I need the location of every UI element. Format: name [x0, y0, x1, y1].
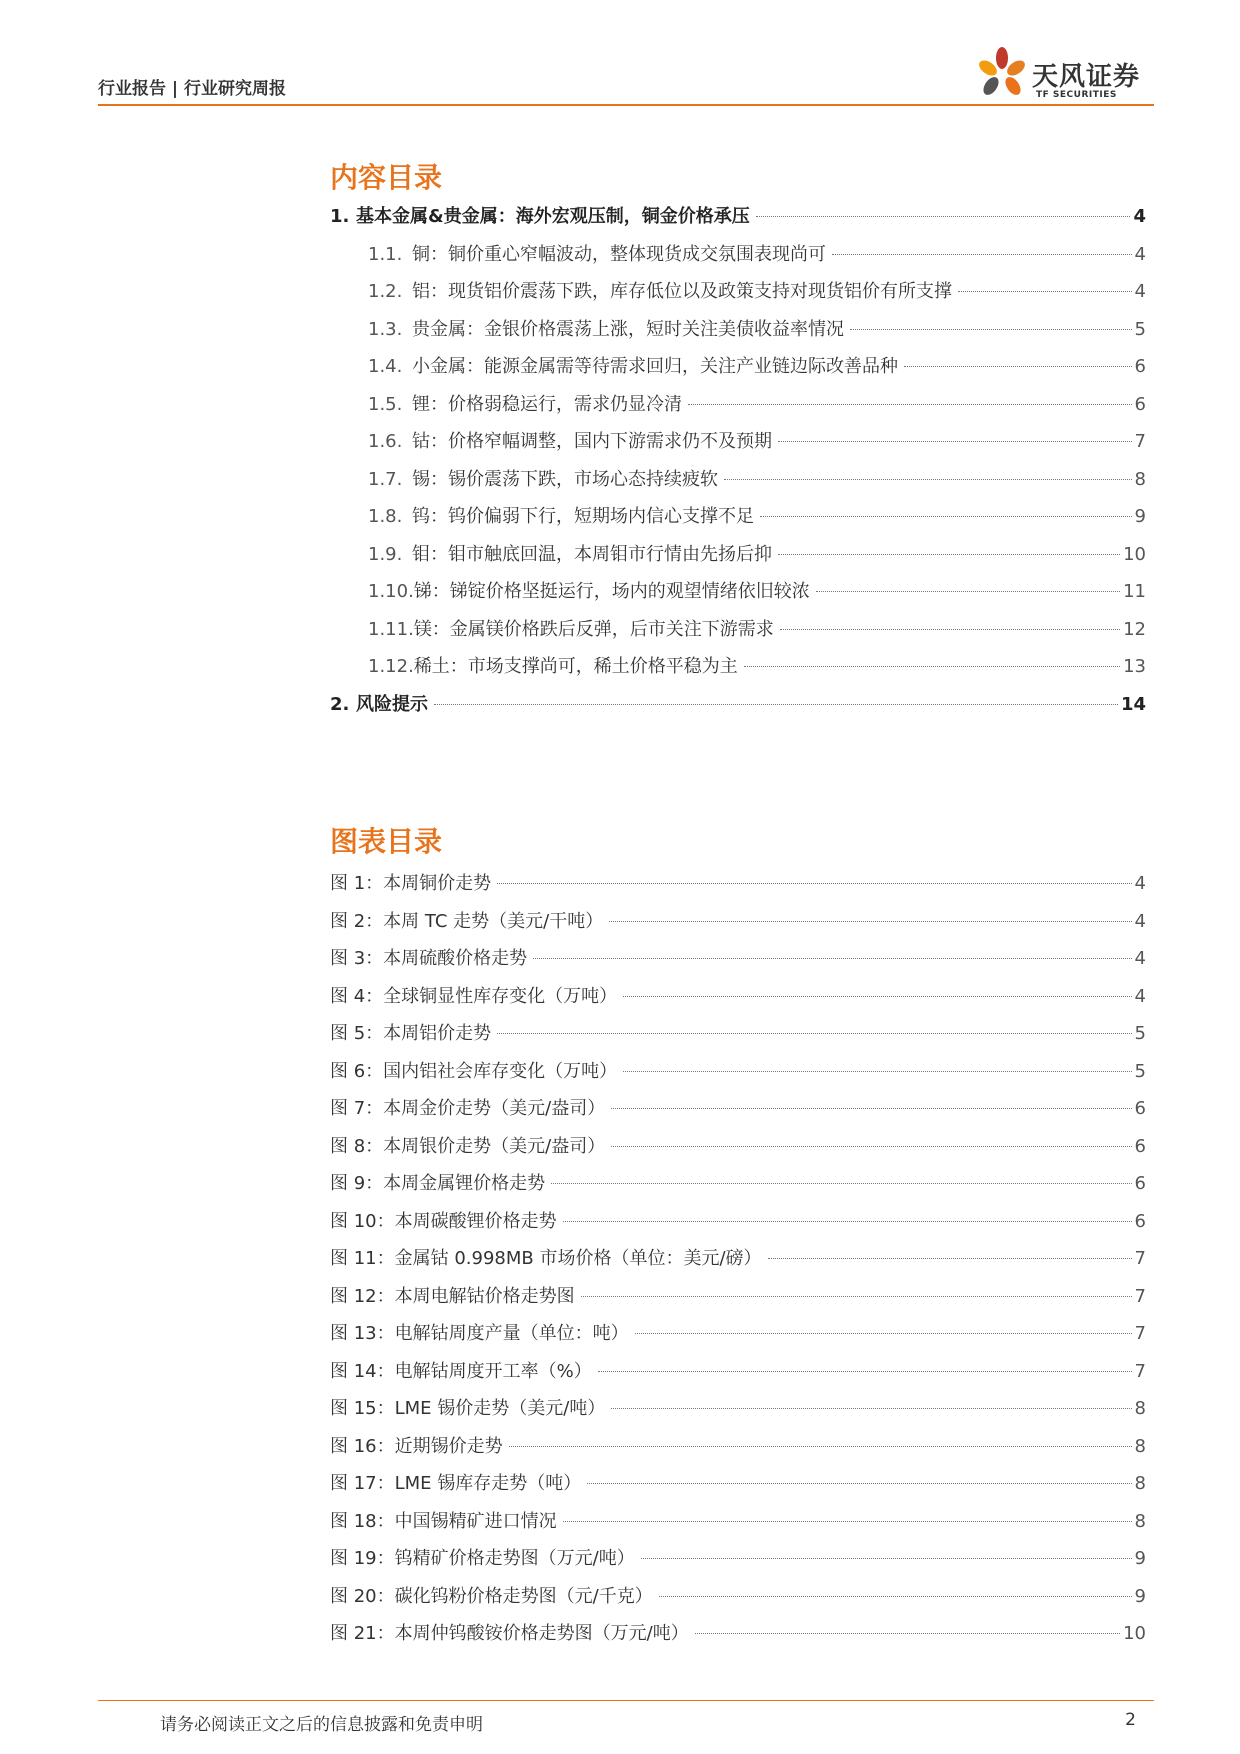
toc-entry-page: 12	[1123, 618, 1146, 640]
toc-entry-number: 1.10.	[368, 581, 414, 602]
figure-entry[interactable]	[330, 865, 1146, 903]
figure-entry-title: 图 5：本周铝价走势	[330, 1023, 492, 1044]
toc-entry-number: 1.8.	[368, 506, 403, 527]
toc-entry-title: 镁：金属镁价格跌后反弹，后市关注下游需求	[413, 618, 774, 640]
figures-title: 图表目录	[330, 825, 443, 858]
toc-entry[interactable]	[330, 498, 1146, 536]
dot-leader	[623, 1071, 1131, 1072]
toc-entry-number: 1.4.	[368, 356, 403, 377]
figure-entry[interactable]	[330, 1240, 1146, 1278]
figure-entry-page: 7	[1134, 1248, 1146, 1269]
dot-leader	[688, 404, 1132, 405]
dot-leader	[816, 591, 1120, 592]
dot-leader	[611, 1146, 1131, 1147]
dot-leader	[609, 921, 1131, 922]
toc-entry-title: 风险提示	[356, 693, 428, 715]
dot-leader	[780, 629, 1120, 630]
footer-divider	[98, 1700, 1154, 1701]
logo-english-name: TF SECURITIES	[1036, 90, 1117, 100]
figure-entry-page: 4	[1134, 948, 1146, 969]
dot-leader	[724, 479, 1132, 480]
toc-entry-page: 7	[1134, 431, 1146, 452]
dot-leader	[850, 329, 1132, 330]
figure-entry-title: 图 18：中国锡精矿进口情况	[330, 1510, 557, 1532]
dot-leader	[497, 1033, 1131, 1034]
toc-entry[interactable]	[330, 423, 1146, 461]
dot-leader	[434, 704, 1118, 705]
toc-entry-page: 8	[1134, 468, 1146, 490]
toc-entry-title: 铜：铜价重心窄幅波动，整体现货成交氛围表现尚可	[412, 243, 826, 265]
figure-entry[interactable]	[330, 1578, 1146, 1616]
toc-entry-number: 1.6.	[368, 431, 403, 452]
figure-entry-page: 6	[1134, 1098, 1146, 1119]
figure-entry-title: 图 15：LME 锡价走势（美元/吨）	[330, 1398, 606, 1419]
dot-leader	[744, 666, 1120, 667]
toc-entry-page: 10	[1123, 543, 1146, 565]
figure-entry-page: 6	[1134, 1173, 1146, 1194]
figure-entry-title: 图 12：本周电解钴价格走势图	[330, 1285, 575, 1307]
figure-entry[interactable]	[330, 1278, 1146, 1316]
toc-entry-title: 钴：价格窄幅调整，国内下游需求仍不及预期	[412, 431, 772, 452]
figure-entry-title: 图 10：本周碳酸锂价格走势	[330, 1210, 557, 1232]
toc-entry[interactable]	[330, 311, 1146, 349]
figure-entry[interactable]	[330, 1428, 1146, 1466]
figure-entry-title: 图 20：碳化钨粉价格走势图（元/千克）	[330, 1585, 653, 1607]
toc-entry-page: 13	[1123, 656, 1146, 677]
figure-entry-page: 8	[1134, 1473, 1146, 1494]
figure-entry-page: 7	[1134, 1360, 1146, 1382]
toc-entry-title: 钨：钨价偏弱下行，短期场内信心支撑不足	[412, 506, 754, 527]
figure-entry[interactable]	[330, 1128, 1146, 1166]
toc-entry[interactable]	[330, 536, 1146, 574]
dot-leader	[760, 516, 1132, 517]
figure-entry-title: 图 14：电解钴周度开工率（%）	[330, 1360, 592, 1382]
figure-entry[interactable]	[330, 978, 1146, 1016]
figure-entry-page: 7	[1134, 1323, 1146, 1344]
dot-leader	[497, 883, 1131, 884]
figure-entry-page: 5	[1134, 1023, 1146, 1044]
figure-entry-title: 图 2：本周 TC 走势（美元/干吨）	[330, 910, 604, 932]
figure-entry-title: 图 1：本周铜价走势	[330, 873, 492, 894]
figure-entry-title: 图 8：本周银价走势（美元/盎司）	[330, 1135, 606, 1157]
toc-entry-number: 1.1.	[368, 243, 403, 265]
figure-entry-page: 8	[1134, 1435, 1146, 1457]
dot-leader	[695, 1633, 1120, 1634]
toc-entry[interactable]	[330, 573, 1146, 611]
dot-leader	[611, 1108, 1131, 1109]
dot-leader	[778, 441, 1132, 442]
toc-entry-page: 4	[1134, 243, 1146, 265]
figure-entry-title: 图 13：电解钴周度产量（单位：吨）	[330, 1323, 629, 1344]
dot-leader	[509, 1446, 1132, 1447]
figure-entry-page: 8	[1134, 1510, 1146, 1532]
toc-entry-number: 1.3.	[368, 318, 403, 340]
footer-disclaimer: 请务必阅读正文之后的信息披露和免责申明	[160, 1715, 483, 1735]
toc-entry[interactable]	[330, 236, 1146, 274]
figure-entry-title: 图 7：本周金价走势（美元/盎司）	[330, 1098, 606, 1119]
toc-entry[interactable]	[330, 461, 1146, 499]
figure-entry-page: 6	[1134, 1135, 1146, 1157]
figure-entry[interactable]	[330, 1353, 1146, 1391]
dot-leader	[563, 1521, 1132, 1522]
dot-leader	[756, 216, 1131, 217]
figure-entry-page: 4	[1134, 873, 1146, 894]
toc-entry-page: 4	[1134, 281, 1146, 302]
toc-entry-title: 锡：锡价震荡下跌，市场心态持续疲软	[412, 468, 718, 490]
toc-entry-title: 锑：锑锭价格坚挺运行，场内的观望情绪依旧较浓	[413, 581, 810, 602]
figure-entry-title: 图 11：金属钴 0.998MB 市场价格（单位：美元/磅）	[330, 1248, 762, 1269]
figure-entry-title: 图 9：本周金属锂价格走势	[330, 1173, 546, 1194]
figure-entry-page: 4	[1134, 910, 1146, 932]
logo-chinese-name: 天风证券	[1032, 62, 1141, 92]
toc-entry-page: 5	[1134, 318, 1146, 340]
dot-leader	[587, 1483, 1131, 1484]
figure-entry[interactable]	[330, 1390, 1146, 1428]
flower-logo-icon	[974, 44, 1030, 104]
figure-entry-page: 5	[1134, 1060, 1146, 1082]
header-divider	[98, 104, 1154, 106]
toc-entry[interactable]	[330, 686, 1146, 724]
toc-entry-title: 稀土：市场支撑尚可，稀土价格平稳为主	[413, 656, 738, 677]
toc-entry-number: 2.	[330, 693, 350, 715]
dot-leader	[581, 1296, 1132, 1297]
dot-leader	[533, 958, 1131, 959]
contents-title: 内容目录	[330, 161, 443, 194]
figure-entry[interactable]	[330, 1015, 1146, 1053]
figure-entry[interactable]	[330, 1053, 1146, 1091]
dot-leader	[598, 1371, 1132, 1372]
dot-leader	[635, 1333, 1132, 1334]
toc-entry-title: 小金属：能源金属需等待需求回归，关注产业链边际改善品种	[412, 356, 898, 377]
dot-leader	[904, 366, 1132, 367]
figures-list	[330, 865, 1146, 1653]
figure-entry-title: 图 21：本周仲钨酸铵价格走势图（万元/吨）	[330, 1623, 689, 1644]
toc-entry-title: 铝：现货铝价震荡下跌，库存低位以及政策支持对现货铝价有所支撑	[412, 281, 952, 302]
toc-entry-number: 1.11.	[368, 618, 414, 640]
toc-entry-title: 锂：价格弱稳运行，需求仍显冷清	[412, 393, 682, 415]
dot-leader	[641, 1558, 1132, 1559]
figure-entry[interactable]	[330, 1465, 1146, 1503]
dot-leader	[768, 1258, 1132, 1259]
dot-leader	[563, 1221, 1132, 1222]
toc-entry-number: 1.2.	[368, 281, 403, 302]
figure-entry[interactable]	[330, 1540, 1146, 1578]
toc-entry[interactable]	[330, 611, 1146, 649]
figure-entry[interactable]	[330, 1165, 1146, 1203]
contents-list	[330, 198, 1146, 723]
dot-leader	[551, 1183, 1131, 1184]
toc-entry[interactable]	[330, 386, 1146, 424]
figure-entry-page: 10	[1123, 1623, 1146, 1644]
figure-entry-title: 图 6：国内铝社会库存变化（万吨）	[330, 1060, 618, 1082]
toc-entry-number: 1.9.	[368, 543, 403, 565]
dot-leader	[623, 996, 1131, 997]
toc-entry-number: 1.7.	[368, 468, 403, 490]
toc-entry[interactable]	[330, 273, 1146, 311]
dot-leader	[778, 554, 1120, 555]
toc-entry-number: 1.	[330, 206, 350, 227]
dot-leader	[659, 1596, 1132, 1597]
figure-entry-page: 7	[1134, 1285, 1146, 1307]
toc-entry-title: 钼：钼市触底回温，本周钼市行情由先扬后抑	[412, 543, 772, 565]
figure-entry[interactable]	[330, 1615, 1146, 1653]
figure-entry-title: 图 17：LME 锡库存走势（吨）	[330, 1473, 582, 1494]
toc-entry-title: 贵金属：金银价格震荡上涨，短时关注美债收益率情况	[412, 318, 844, 340]
toc-entry-number: 1.12.	[368, 656, 414, 677]
toc-entry-page: 6	[1134, 393, 1146, 415]
figure-entry-page: 6	[1134, 1210, 1146, 1232]
figure-entry[interactable]	[330, 903, 1146, 941]
figure-entry-title: 图 16：近期锡价走势	[330, 1435, 503, 1457]
toc-entry-page: 14	[1120, 693, 1146, 715]
figure-entry-page: 9	[1134, 1548, 1146, 1569]
figure-entry[interactable]	[330, 1315, 1146, 1353]
dot-leader	[832, 254, 1132, 255]
toc-entry-page: 4	[1133, 206, 1146, 227]
dot-leader	[958, 291, 1132, 292]
figure-entry-page: 4	[1134, 985, 1146, 1007]
figure-entry-page: 8	[1134, 1398, 1146, 1419]
toc-entry-page: 11	[1123, 581, 1146, 602]
figure-entry-title: 图 4：全球铜显性库存变化（万吨）	[330, 985, 618, 1007]
figure-entry-page: 9	[1134, 1585, 1146, 1607]
toc-entry-page: 6	[1134, 356, 1146, 377]
dot-leader	[611, 1408, 1131, 1409]
company-logo	[974, 44, 1144, 104]
page-number: 2	[1125, 1710, 1136, 1730]
figure-entry[interactable]	[330, 1203, 1146, 1241]
toc-entry[interactable]	[330, 648, 1146, 686]
breadcrumb: 行业报告 | 行业研究周报	[98, 79, 287, 99]
figure-entry[interactable]	[330, 940, 1146, 978]
toc-entry-page: 9	[1134, 506, 1146, 527]
toc-entry-number: 1.5.	[368, 393, 403, 415]
figure-entry[interactable]	[330, 1503, 1146, 1541]
toc-entry[interactable]	[330, 348, 1146, 386]
figure-entry[interactable]	[330, 1090, 1146, 1128]
toc-entry-title: 基本金属&贵金属：海外宏观压制，铜金价格承压	[356, 206, 750, 227]
toc-entry[interactable]	[330, 198, 1146, 236]
figure-entry-title: 图 3：本周硫酸价格走势	[330, 948, 528, 969]
figure-entry-title: 图 19：钨精矿价格走势图（万元/吨）	[330, 1548, 635, 1569]
